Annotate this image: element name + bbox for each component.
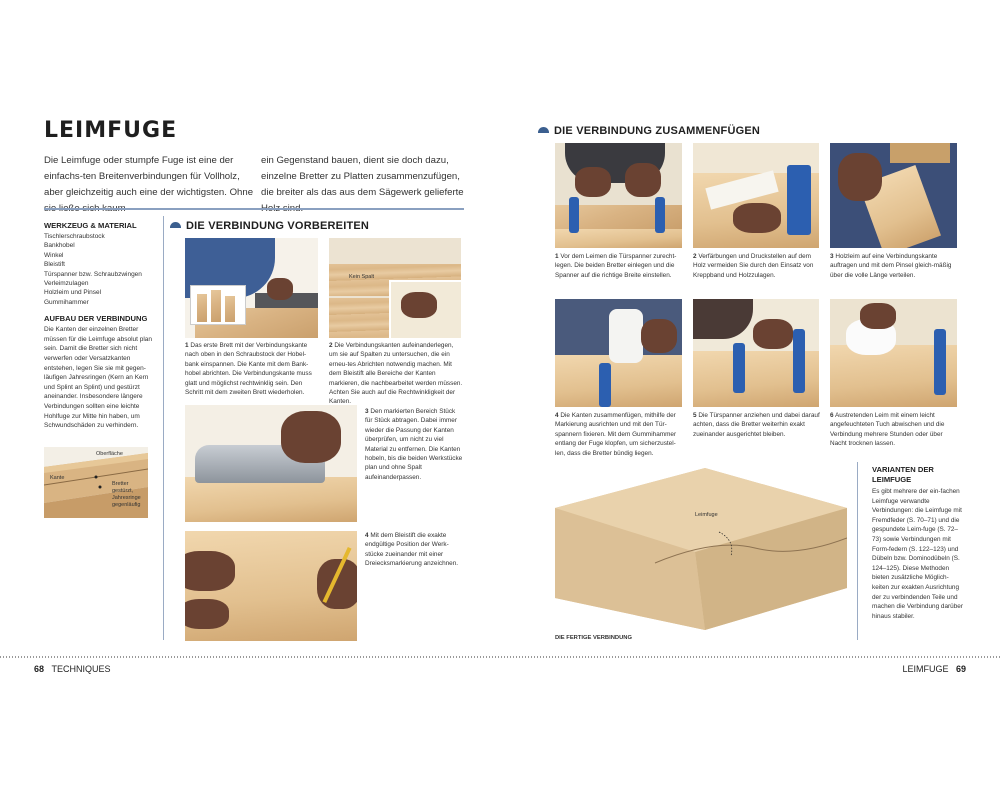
step-number: 5 — [693, 412, 697, 419]
diagram-label-top: Oberfläche — [96, 451, 123, 457]
assemble-step-3-caption — [830, 252, 957, 280]
section-arc-icon — [170, 222, 181, 228]
finished-joint-label: Leimfuge — [695, 512, 718, 518]
tools-list-item: Tischlerschraubstock — [44, 233, 105, 240]
finished-board-drawing — [555, 468, 847, 630]
tools-list-item: Bankhobel — [44, 242, 75, 250]
assemble-heading — [538, 125, 760, 137]
step-number: 1 — [555, 253, 559, 260]
step-text: Den markierten Bereich Stück für Stück abtragen. Dabei immer wieder die Passung der Kanten überprüfen, um nicht zu viel Material zu entfernen. Die Kanten hobeln, bis die beiden Werkstücke plan und ohne Spalt aufeinanderpassen. — [365, 408, 463, 481]
step-text: Vor dem Leimen die Türspanner zurecht-legen. Die beiden Bretter einlegen und die Spanner auf die richtige Breite einstellen. — [555, 253, 677, 279]
assemble-step-1-caption — [555, 252, 683, 280]
photo-assemble-2 — [693, 143, 819, 248]
step-text: Die Kanten zusammenfügen, mithilfe der Markierung ausrichten und mit den Tür-spannern fixieren. Mit dem Gummihammer entlang der Fuge klopfen, um sicherzustel-len, dass die Bretter bündig liegen. — [555, 412, 677, 457]
footer-right — [902, 664, 966, 674]
step-text: Holzleim auf eine Verbindungskante auftragen und mit dem Pinsel gleich-mäßig über die volle Länge verteilen. — [830, 253, 952, 279]
variants-divider — [857, 462, 858, 640]
photo-prepare-4 — [185, 531, 357, 641]
tools-list-item: Bleistift — [44, 261, 65, 269]
intro-text-col1: Die Leimfuge oder stumpfe Fuge ist eine der einfachs-ten Breitenverbindungen für Vollholz, aber gleichzeitig auch eine der wichtigsten. Ohne — [44, 155, 254, 198]
step-number: 2 — [329, 342, 333, 349]
photo-inset — [389, 280, 461, 338]
photo-prepare-1 — [185, 238, 318, 338]
photo-assemble-3 — [830, 143, 957, 248]
prepare-step-4-caption — [365, 531, 463, 569]
structure-heading: AUFBAU DER VERBINDUNG — [44, 314, 148, 324]
photo-assemble-6 — [830, 299, 957, 407]
step-number: 3 — [365, 408, 369, 415]
section-arc-icon — [538, 127, 549, 133]
page-number-left: 68 — [34, 664, 45, 674]
variants-text: Es gibt mehrere der ein-fachen Leimfuge verwandte Verbindungen: die Leimfuge mit Fremdfeder (S. 70–71) und die gespundete Leim-fuge (S. 72–73) sowie Verbindungen mit Form-federn (S. 122–123) und Dübeln bzw. Dominodübeln (S. 124–125). Diese Methoden bieten zusätzliche Möglich-keiten zur exakten Ausrichtung der zu verbindenden Teile und machen die Verbindung darüber hinaus stabiler. — [872, 488, 963, 620]
intro-rule — [44, 208, 464, 210]
intro-text-col2: ein Gegenstand bauen, dient sie doch dazu, einzelne Bretter zu Platten zusammenzufügen, die breiter als das aus dem Sägewerk gelieferte — [261, 155, 464, 198]
prepare-step-2-caption — [329, 341, 464, 407]
variants-heading: VARIANTEN DER LEIMFUGE — [872, 465, 934, 484]
footer-label-right: LEIMFUGE — [902, 664, 949, 674]
photo-assemble-1 — [555, 143, 682, 248]
tools-heading: WERKZEUG & MATERIAL — [44, 221, 137, 230]
page-title: LEIMFUGE — [44, 118, 178, 143]
tools-list-item: Winkel — [44, 251, 64, 259]
page-number-right: 69 — [955, 664, 966, 674]
step-text: Verfärbungen und Druckstellen auf dem Holz vermeiden Sie durch den Einsatz von Kreppband und Holzzulagen. — [693, 253, 814, 279]
footer-divider — [0, 656, 1000, 658]
assemble-step-2-caption — [693, 252, 821, 280]
tools-list — [44, 232, 156, 307]
prepare-step-3-caption — [365, 407, 463, 482]
tools-list-item: Verleimzulagen — [44, 280, 89, 288]
board-diagram — [44, 447, 148, 518]
assemble-heading-text: DIE VERBINDUNG ZUSAMMENFÜGEN — [554, 125, 761, 137]
prepare-heading-text: DIE VERBINDUNG VORBEREITEN — [186, 220, 370, 232]
photo-inset — [190, 285, 246, 325]
assemble-step-4-caption — [555, 411, 683, 458]
assemble-step-5-caption — [693, 411, 821, 439]
step-text: Die Verbindungskanten aufeinanderlegen, um sie auf Spalten zu untersuchen, die ein erneu-tes Abrichten notwendig machen. Mit dem Bleistift alle Bereiche der Kanten markieren, die nachbearbeitet werden müssen. Achten Sie auch auf die Rechtwinkligkeit der Kanten. — [329, 342, 463, 406]
step-text: Austretenden Leim mit einem leicht angefeuchteten Tuch abwischen und die Verbindung mehrere Stunden oder über Nacht trocknen lassen. — [830, 412, 945, 448]
step-number: 1 — [185, 342, 189, 349]
step-text: Die Türspanner anziehen und dabei darauf achten, dass die Bretter weiterhin exakt zueinander ausgerichtet bleiben. — [693, 412, 820, 438]
step-number: 3 — [830, 253, 834, 260]
step-number: 6 — [830, 412, 834, 419]
tools-list-item: Türspanner bzw. Schraubzwingen — [44, 270, 142, 278]
photo2-label: Kein Spalt — [349, 274, 375, 280]
photo-finished-joint — [555, 468, 847, 630]
prepare-heading — [170, 220, 369, 232]
rubber-mallet — [609, 309, 643, 363]
photo-assemble-4 — [555, 299, 682, 407]
step-number: 4 — [365, 532, 369, 539]
tools-list-item: Gummihammer — [44, 298, 89, 306]
photo-prepare-3 — [185, 405, 357, 522]
prepare-step-1-caption — [185, 341, 318, 397]
sidebar-divider — [163, 216, 164, 640]
tools-list-item: Holzleim und Pinsel — [44, 289, 102, 297]
step-number: 4 — [555, 412, 559, 419]
footer-label-left: TECHNIQUES — [51, 664, 111, 674]
finished-joint-caption: DIE FERTIGE VERBINDUNG — [555, 635, 632, 641]
step-number: 2 — [693, 253, 697, 260]
step-text: Das erste Brett mit der Verbindungskante nach oben in den Schraubstock der Hobel-bank einspannen. Die Kante mit dem Bank-hobel abrichten. Die Verbindungskante muss glatt und möglichst rechtwinklig sein. Den Schritt mit dem zweiten Brett wiederholen. — [185, 342, 312, 397]
variants-box — [872, 465, 964, 621]
assemble-step-6-caption — [830, 411, 957, 449]
photo-prepare-2 — [329, 238, 461, 338]
photo-assemble-5 — [693, 299, 819, 407]
sidebar — [44, 221, 156, 431]
step-text: Mit dem Bleistift die exakte endgültige Position der Werk-stücke zueinander mit einer Dreiecksmarkierung anzeichnen. — [365, 532, 459, 568]
diagram-label-boards: Bretter gestürzt, Jahresringe gegenläufig — [112, 481, 141, 508]
diagram-label-edge: Kante — [50, 475, 65, 481]
footer-left — [34, 664, 111, 674]
structure-text: Die Kanten der einzelnen Bretter müssen für die Leimfuge absolut plan sein. Damit die Bretter sich nicht verwerfen oder Versatzkanten entstehen, legen Sie sie mit gegen-läufigen Jahresringen (Kern an Kern und Splint an Splint) und gestürzt aneinander. Insbesondere längere Verbindungen sollten eine leichte Hohlfuge zur Mitte hin haben, um Schwundschäden zu verhindern. — [44, 326, 153, 430]
